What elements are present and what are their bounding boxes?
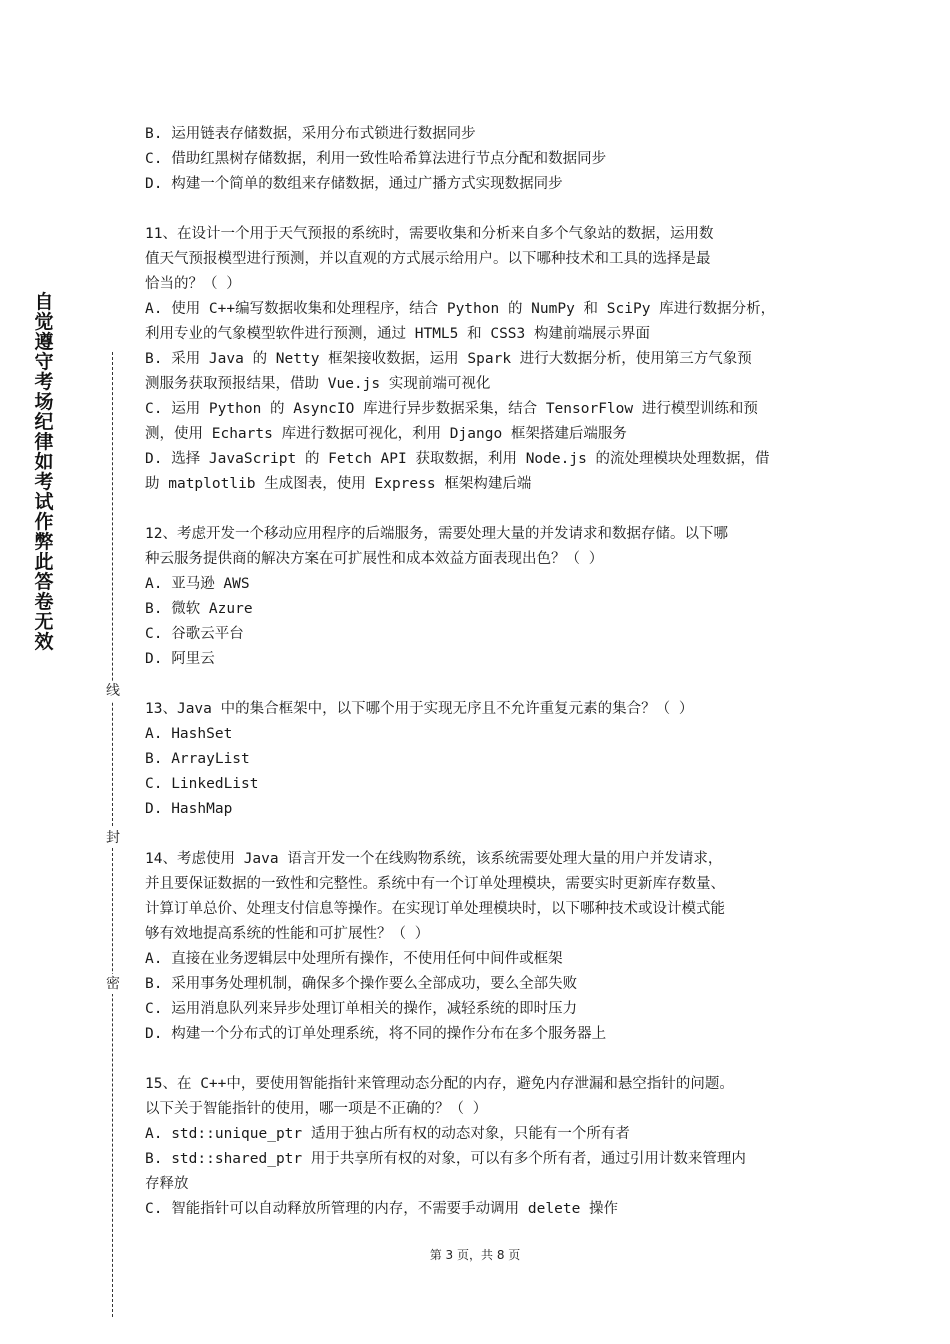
seal-mark-seal: 封 bbox=[106, 830, 120, 846]
blank-line bbox=[145, 497, 815, 522]
page-footer: 第 3 页，共 8 页 bbox=[429, 1248, 521, 1262]
text-line: A. 使用 C++编写数据收集和处理程序，结合 Python 的 NumPy 和 SciPy 库进行数据分析， bbox=[145, 301, 776, 317]
blank-line bbox=[145, 1047, 815, 1072]
text-line: D. 阿里云 bbox=[145, 651, 215, 667]
text-line: B. 采用 Java 的 Netty 框架接收数据，运用 Spark 进行大数据分析，使用第三方气象预 bbox=[145, 351, 752, 367]
text-line: 存释放 bbox=[145, 1176, 189, 1192]
text-line: 测，使用 Echarts 库进行数据可视化，利用 Django 框架搭建后端服务 bbox=[145, 426, 627, 442]
text-line: D. 选择 JavaScript 的 Fetch API 获取数据，利用 Node.js 的流处理模块处理数据，借 bbox=[145, 451, 770, 467]
text-line: C. LinkedList bbox=[145, 776, 259, 792]
text-line: B. std::shared_ptr 用于共享所有权的对象，可以有多个所有者，通过引用计数来管理内 bbox=[145, 1151, 746, 1167]
text-line: 助 matplotlib 生成图表，使用 Express 框架构建后端 bbox=[145, 476, 532, 492]
text-line: 测服务获取预报结果，借助 Vue.js 实现前端可视化 bbox=[145, 376, 491, 392]
text-line: 13、Java 中的集合框架中，以下哪个用于实现无序且不允许重复元素的集合？（ ） bbox=[145, 701, 694, 717]
text-line: B. 微软 Azure bbox=[145, 601, 253, 617]
seal-mark-line: 线 bbox=[106, 683, 120, 699]
text-line: C. 运用 Python 的 AsyncIO 库进行异步数据采集，结合 TensorFlow 进行模型训练和预 bbox=[145, 401, 758, 417]
blank-line bbox=[145, 672, 815, 697]
seal-mark-secret: 密 bbox=[106, 976, 120, 992]
text-line: 恰当的？（ ） bbox=[145, 276, 241, 292]
text-line: B. ArrayList bbox=[145, 751, 250, 767]
text-line: C. 借助红黑树存储数据，利用一致性哈希算法进行节点分配和数据同步 bbox=[145, 151, 607, 167]
text-line: 12、考虑开发一个移动应用程序的后端服务，需要处理大量的并发请求和数据存储。以下哪 bbox=[145, 526, 728, 542]
text-line: D. HashMap bbox=[145, 801, 233, 817]
text-line: A. 直接在业务逻辑层中处理所有操作，不使用任何中间件或框架 bbox=[145, 951, 563, 967]
text-line: 14、考虑使用 Java 语言开发一个在线购物系统，该系统需要处理大量的用户并发请求， bbox=[145, 851, 723, 867]
blank-line bbox=[145, 197, 815, 222]
text-line: 利用专业的气象模型软件进行预测，通过 HTML5 和 CSS3 构建前端展示界面 bbox=[145, 326, 650, 342]
text-line: C. 谷歌云平台 bbox=[145, 626, 244, 642]
text-line: C. 智能指针可以自动释放所管理的内存，不需要手动调用 delete 操作 bbox=[145, 1201, 619, 1217]
text-line: 以下关于智能指针的使用，哪一项是不正确的？（ ） bbox=[145, 1101, 488, 1117]
text-line: 种云服务提供商的解决方案在可扩展性和成本效益方面表现出色？（ ） bbox=[145, 551, 604, 567]
text-line: C. 运用消息队列来异步处理订单相关的操作，减轻系统的即时压力 bbox=[145, 1001, 578, 1017]
text-line: 计算订单总价、处理支付信息等操作。在实现订单处理模块时，以下哪种技术或设计模式能 bbox=[145, 901, 725, 917]
text-line: A. HashSet bbox=[145, 726, 233, 742]
text-line: D. 构建一个分布式的订单处理系统，将不同的操作分布在多个服务器上 bbox=[145, 1026, 607, 1042]
text-line: B. 采用事务处理机制，确保多个操作要么全部成功，要么全部失败 bbox=[145, 976, 578, 992]
blank-line bbox=[145, 822, 815, 847]
text-line: 11、在设计一个用于天气预报的系统时，需要收集和分析来自多个气象站的数据，运用数 bbox=[145, 226, 714, 242]
side-notice: 自觉遵守考场纪律如考试作弊此答卷无效 bbox=[34, 291, 54, 653]
text-line: D. 构建一个简单的数组来存储数据，通过广播方式实现数据同步 bbox=[145, 176, 563, 192]
text-line: A. 亚马逊 AWS bbox=[145, 576, 250, 592]
text-line: B. 运用链表存储数据，采用分布式锁进行数据同步 bbox=[145, 126, 476, 142]
text-line: 够有效地提高系统的性能和可扩展性？（ ） bbox=[145, 926, 430, 942]
question-content bbox=[145, 122, 815, 1222]
text-line: 15、在 C++中，要使用智能指针来管理动态分配的内存，避免内存泄漏和悬空指针的问题。 bbox=[145, 1076, 734, 1092]
text-line: 并且要保证数据的一致性和完整性。系统中有一个订单处理模块，需要实时更新库存数量、 bbox=[145, 876, 725, 892]
text-line: A. std::unique_ptr 适用于独占所有权的动态对象，只能有一个所有者 bbox=[145, 1126, 630, 1142]
text-line: 值天气预报模型进行预测，并以直观的方式展示给用户。以下哪种技术和工具的选择是最 bbox=[145, 251, 711, 267]
